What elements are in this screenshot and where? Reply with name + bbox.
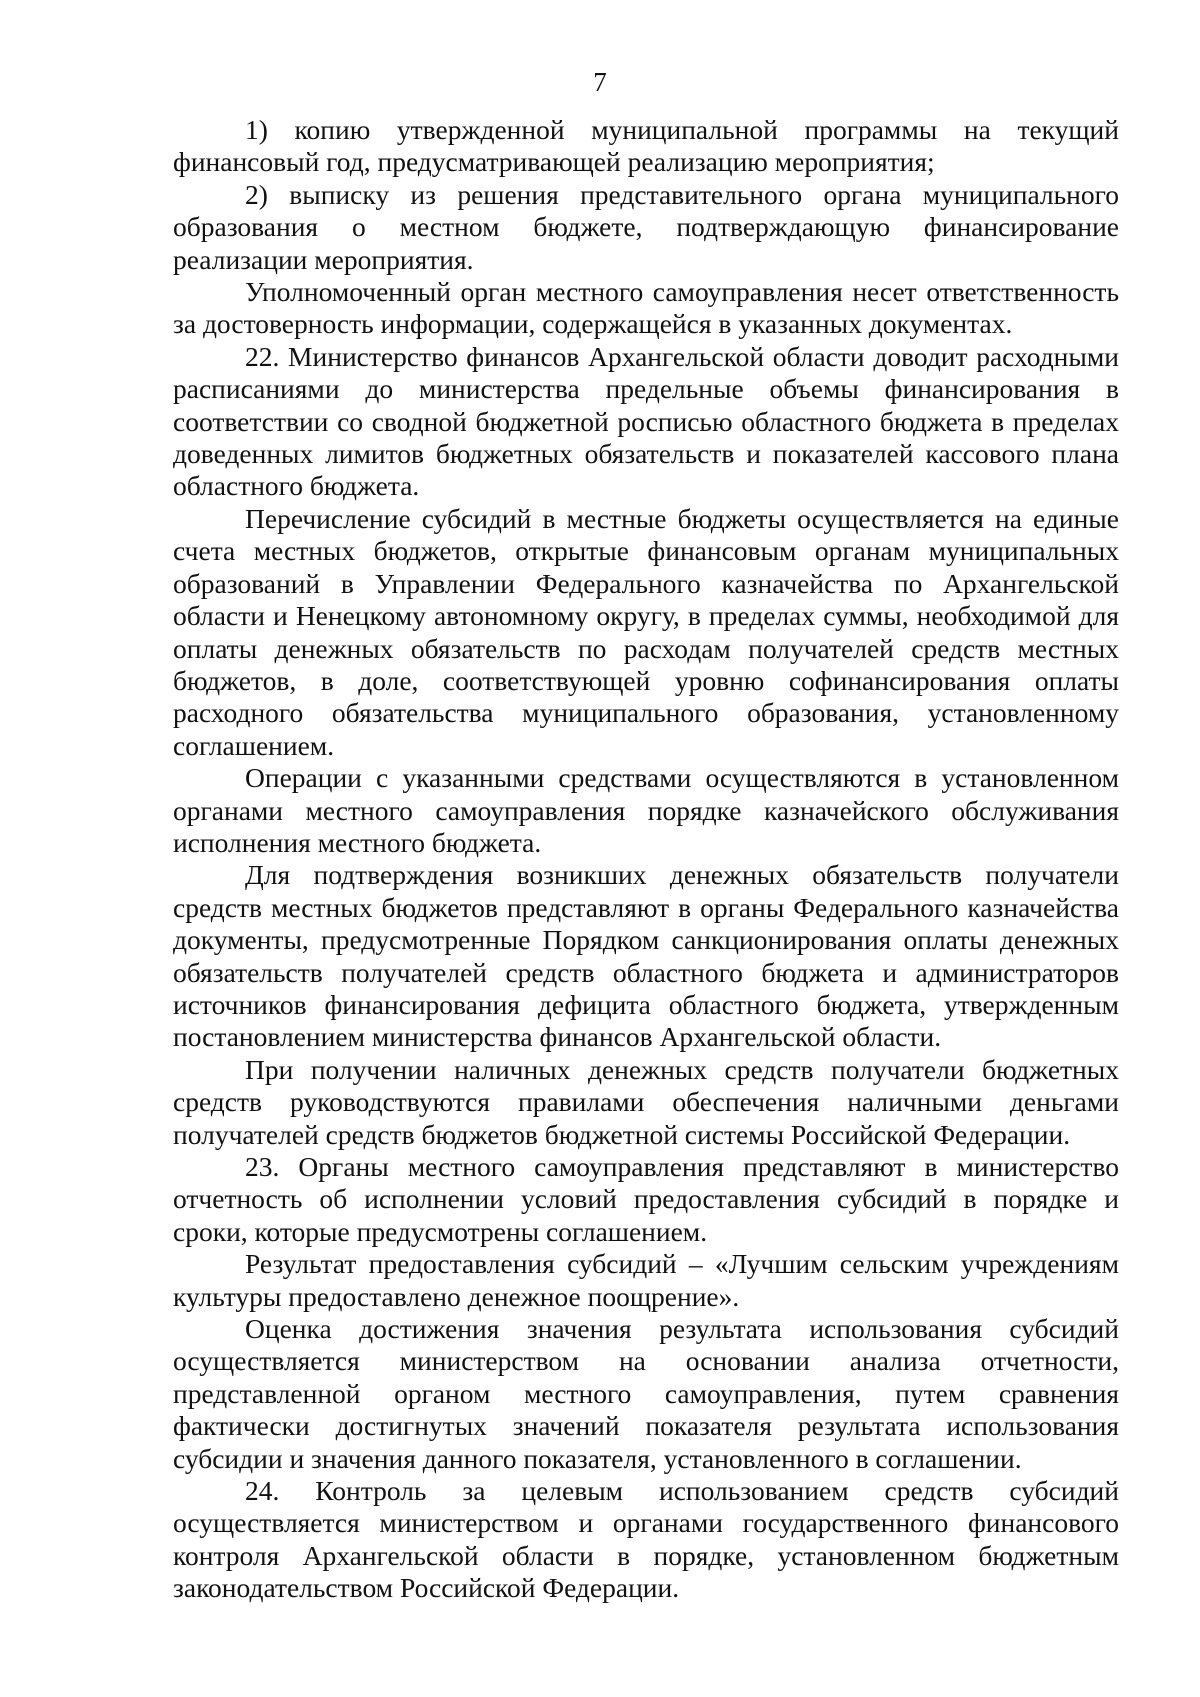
- paragraph-item-1: 1) копию утвержденной муниципальной программы на текущий финансовый год, предусматривающей реализацию мероприятия;: [173, 114, 1119, 178]
- page-number: 7: [593, 67, 607, 97]
- paragraph-evaluation: Оценка достижения значения результата использования субсидий осуществляется министерством на основании анализа отчетности, представленной органом местного самоуправления, путем сравнения фактически достигнутых значений показателя результата использования субсидии и значения данного показателя, установленного в соглашении.: [173, 1313, 1119, 1474]
- paragraph-cash: При получении наличных денежных средств получатели бюджетных средств руководствуются правилами обеспечения наличными деньгами получателей средств бюджетов бюджетной системы Российской Федерации.: [173, 1053, 1119, 1150]
- paragraph-item-2: 2) выписку из решения представительного органа муниципального образования о местном бюджете, подтверждающую финансирование реализации мероприятия.: [173, 178, 1119, 275]
- paragraph-clause-22: 22. Министерство финансов Архангельской области доводит расходными расписаниями до министерства предельные объемы финансирования в соответствии со сводной бюджетной росписью областного бюджета в пределах доведенных лимитов бюджетных обязательств и показателей кассового плана областного бюджета.: [173, 340, 1119, 502]
- document-body: [173, 114, 1119, 1605]
- paragraph-clause-23: 23. Органы местного самоуправления представляют в министерство отчетность об исполнении условий предоставления субсидий в порядке и сроки, которые предусмотрены соглашением.: [173, 1151, 1119, 1247]
- paragraph-responsibility: Уполномоченный орган местного самоуправления несет ответственность за достоверность информации, содержащейся в указанных документах.: [173, 276, 1119, 340]
- paragraph-result: Результат предоставления субсидий – «Лучшим сельским учреждениям культуры предоставлено денежное поощрение».: [173, 1248, 1119, 1312]
- paragraph-transfer: Перечисление субсидий в местные бюджеты осуществляется на единые счета местных бюджетов, открытые финансовым органам муниципальных образований в Управлении Федерального казначейства по Архангельской области и Ненецкому автономному округу, в пределах суммы, необходимой для оплаты денежных обязательств по расходам получателей средств местных бюджетов, в доле, соответствующей уровню софинансирования оплаты расходного обязательства муниципального образования, установленному соглашением.: [173, 502, 1119, 761]
- paragraph-operations: Операции с указанными средствами осуществляются в установленном органами местного самоуправления порядке казначейского обслуживания исполнения местного бюджета.: [173, 762, 1119, 858]
- paragraph-confirmation: Для подтверждения возникших денежных обязательств получатели средств местных бюджетов представляют в органы Федерального казначейства документы, предусмотренные Порядком санкционирования оплаты денежных обязательств получателей средств областного бюджета и администраторов источников финансирования дефицита областного бюджета, утвержденным постановлением министерства финансов Архангельской области.: [173, 859, 1119, 1053]
- paragraph-clause-24: 24. Контроль за целевым использованием средств субсидий осуществляется министерством и органами государственного финансового контроля Архангельской области в порядке, установленном бюджетным законодательством Российской Федерации.: [173, 1475, 1119, 1604]
